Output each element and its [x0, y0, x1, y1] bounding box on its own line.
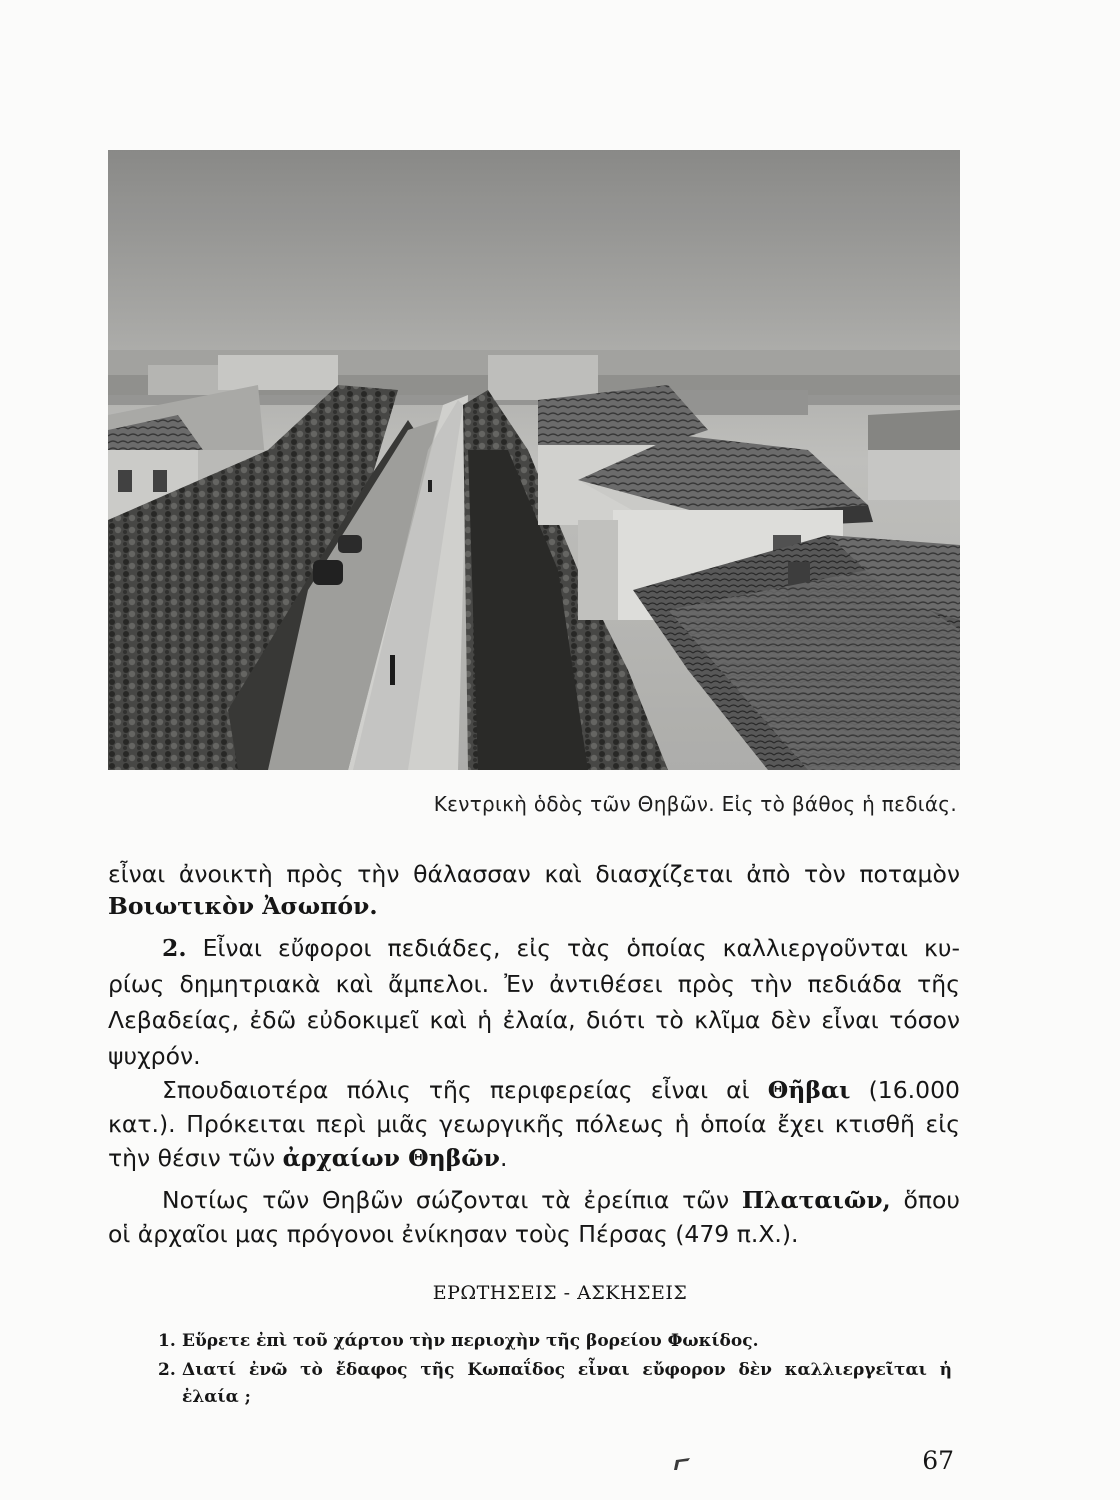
exercises-list	[160, 1328, 952, 1413]
text-span: Νοτίως τῶν Θηβῶν σώζονται τὰ ἐρείπια τῶν	[162, 1186, 730, 1214]
paragraph-3-line-3	[108, 1141, 960, 1176]
paragraph-1-line-1	[108, 857, 960, 892]
exercise-item	[160, 1357, 952, 1411]
bold-term-ancient-thebes: ἀρχαίων Θηβῶν	[282, 1144, 500, 1172]
exercise-text: Διατί ἐνῶ τὸ ἔδαφος τῆς Κωπαΐδος εἶναι εὔφορον δὲν καλλιεργεῖται ἡ	[182, 1360, 952, 1380]
bold-term-plataea: Πλαταιῶν,	[741, 1186, 891, 1214]
text-span: ρίως δημητριακὰ καὶ ἄμπελοι. Ἐν ἀντιθέσει πρὸς τὴν πεδιάδα τῆς	[108, 970, 960, 998]
paragraph-1-line-2	[108, 889, 960, 924]
bold-term-asopos: Βοιωτικὸν Ἀσωπόν.	[108, 892, 378, 920]
paragraph-4-line-1	[108, 1183, 960, 1218]
text-span: ὅπου	[903, 1186, 960, 1214]
paragraph-2-line-4	[108, 1039, 960, 1074]
exercise-text: Εὕρετε ἐπὶ τοῦ χάρτου τὴν περιοχὴν τῆς βορείου Φωκίδος.	[182, 1331, 759, 1351]
paragraph-number: 2.	[162, 934, 187, 962]
text-span: Σπουδαιοτέρα πόλις τῆς περιφερείας εἶναι αἱ	[162, 1076, 750, 1104]
photo-caption: Κεντρικὴ ὁδὸς τῶν Θηβῶν. Εἰς τὸ βάθος ἡ πεδιάς.	[433, 792, 957, 816]
text-span: Εἶναι εὔφοροι πεδιάδες, εἰς τὰς ὁποίας καλλιεργοῦνται κυ-	[202, 934, 960, 962]
paragraph-3-line-2	[108, 1107, 960, 1142]
page-number: 67	[922, 1446, 954, 1475]
paragraph-2-line-2	[108, 967, 960, 1002]
text-span: (16.000	[868, 1076, 960, 1104]
street-photograph	[108, 150, 960, 770]
scan-speck-mark	[672, 1456, 692, 1472]
exercises-heading: ΕΡΩΤΗΣΕΙΣ - ΑΣΚΗΣΕΙΣ	[432, 1282, 688, 1304]
text-span: .	[499, 1144, 508, 1172]
bold-term-thebes: Θῆβαι	[767, 1076, 851, 1104]
text-span: κατ.). Πρόκειται περὶ μιᾶς γεωργικῆς πόλεως ἡ ὁποία ἔχει κτισθῆ εἰς	[108, 1110, 960, 1138]
exercise-item	[160, 1328, 952, 1355]
text-span: ψυχρόν.	[108, 1042, 201, 1070]
paragraph-3-line-1	[108, 1073, 960, 1108]
text-span: τὴν θέσιν τῶν	[108, 1144, 276, 1172]
paragraph-2-line-1	[108, 931, 960, 966]
text-span: εἶναι ἀνοικτὴ πρὸς τὴν θάλασσαν καὶ διασχίζεται ἀπὸ τὸν ποταμὸν	[108, 860, 960, 888]
text-span: Λεβαδείας, ἐδῶ εὐδοκιμεῖ καὶ ἡ ἐλαία, διότι τὸ κλῖμα δὲν εἶναι τόσον	[108, 1006, 960, 1034]
paragraph-2-line-3	[108, 1003, 960, 1038]
exercise-text-continued: ἐλαία ;	[182, 1387, 251, 1407]
exercise-number: 2.	[158, 1360, 176, 1380]
text-span: οἱ ἀρχαῖοι μας πρόγονοι ἐνίκησαν τοὺς Πέρσας (479 π.Χ.).	[108, 1220, 799, 1248]
paragraph-4-line-2	[108, 1217, 960, 1252]
exercise-number: 1.	[158, 1331, 176, 1351]
